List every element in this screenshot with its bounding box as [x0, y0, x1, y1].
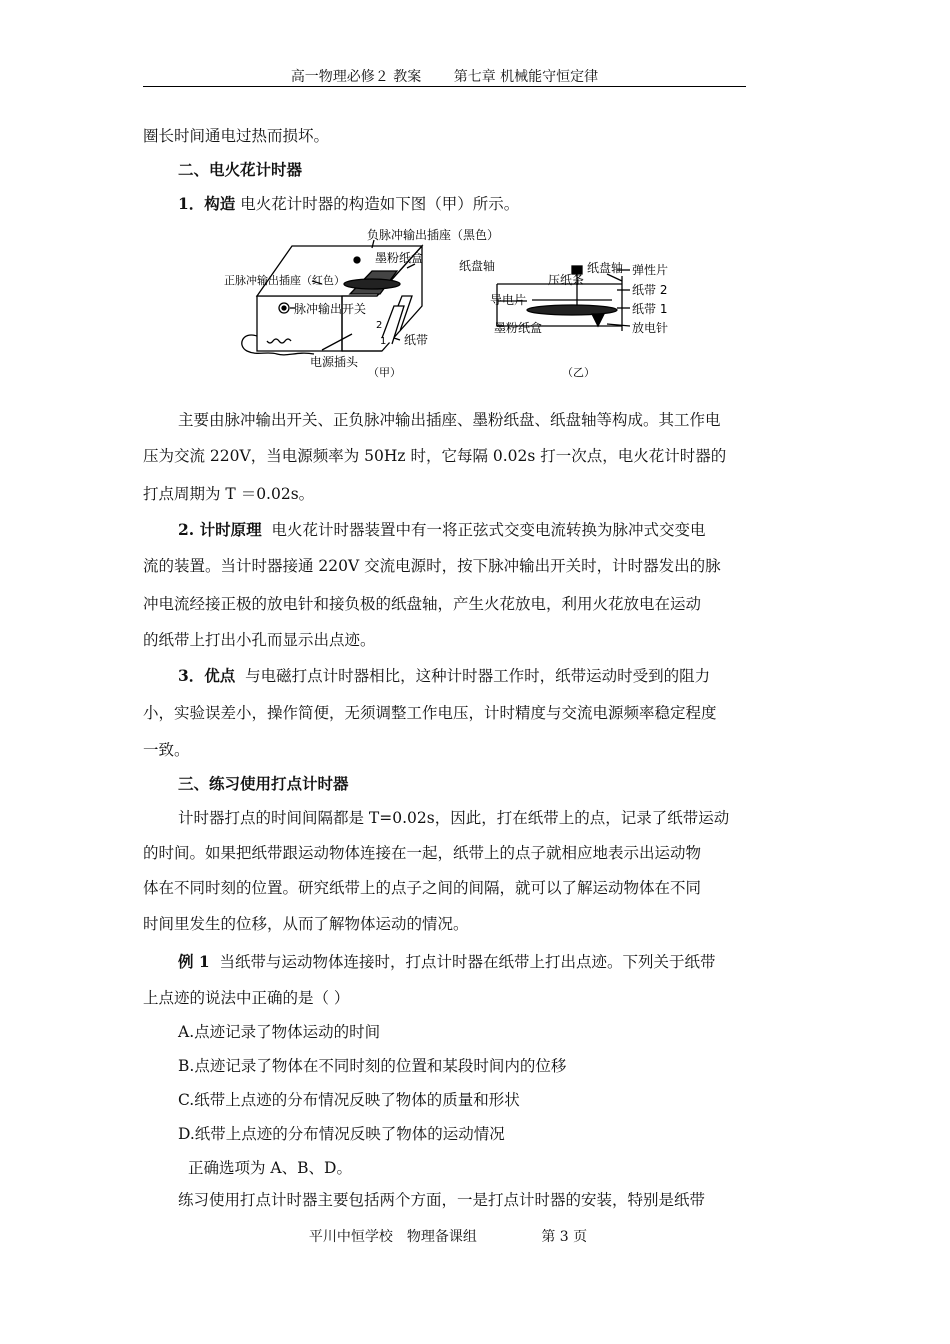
label-n2: 2 — [376, 320, 383, 331]
text-line: 计时器打点的时间间隔都是 T=0.02s，因此，打在纸带上的点，记录了纸带运动 — [178, 809, 730, 827]
text-line: 一致。 — [143, 741, 190, 759]
caption-yi: （乙） — [562, 366, 595, 379]
yi-label-needle: 放电针 — [632, 321, 669, 335]
page-header — [143, 66, 746, 87]
caption-jia: （甲） — [368, 366, 401, 379]
label-switch: 脉冲输出开关 — [294, 302, 367, 316]
footer-school: 平川中恒学校 物理备课组 — [308, 1229, 477, 1245]
footer-page: 第 3 页 — [541, 1229, 588, 1245]
text-line: 的时间。如果把纸带跟运动物体连接在一起，纸带上的点子就相应地表示出运动物 — [143, 844, 702, 862]
text-line: 的纸带上打出小孔而显示出点迹。 — [143, 631, 376, 649]
yi-label-press: 压纸条 — [548, 273, 585, 287]
yi-label-spring: 弹性片 — [632, 263, 669, 277]
section-title — [178, 160, 788, 180]
principle-text: 电火花计时器装置中有一将正弦式交变电流转换为脉冲式交变电 — [271, 521, 706, 539]
page-footer — [143, 1226, 753, 1246]
principle-label: 2. 计时原理 — [178, 520, 262, 539]
paragraph-structure — [178, 194, 788, 214]
text-line: 打点周期为 T ＝0.02s。 — [143, 485, 315, 503]
structure-label: 1．构造 — [178, 194, 236, 213]
text-line: 压为交流 220V，当电源频率为 50Hz 时，它每隔 0.02s 打一次点，电火花计时器的 — [143, 447, 727, 465]
answer: 正确选项为 A、B、D。 — [188, 1159, 352, 1177]
text-line: 圈长时间通电过热而损坏。 — [143, 127, 330, 145]
option-d: D.纸带上点迹的分布情况反映了物体的运动情况 — [178, 1125, 505, 1143]
section-title — [178, 774, 788, 794]
text-line: 主要由脉冲输出开关、正负脉冲输出插座、墨粉纸盘、纸盘轴等构成。其工作电 — [178, 411, 721, 429]
header-left: 高一物理必修２ 教案 — [290, 69, 422, 85]
option-a: A.点迹记录了物体运动的时间 — [178, 1023, 381, 1041]
label-plug: 电源插头 — [310, 355, 359, 369]
yi-label-conductor: 导电片 — [490, 293, 527, 307]
text-line: 练习使用打点计时器主要包括两个方面，一是打点计时器的安装，特别是纸带 — [178, 1191, 706, 1209]
paragraph-principle — [178, 520, 788, 540]
yi-label-tape1: 纸带 1 — [632, 302, 668, 316]
text-line: 小，实验误差小，操作简便，无须调整工作电压，计时精度与交流电源频率稳定程度 — [143, 704, 717, 722]
label-n1: 1 — [380, 336, 387, 347]
text-line: 上点迹的说法中正确的是（ ） — [143, 989, 350, 1007]
label-neg-socket: 负脉冲输出插座（黑色） — [367, 228, 500, 242]
option-b: B.点迹记录了物体在不同时刻的位置和某段时间内的位移 — [178, 1057, 567, 1075]
advantage-label: 3．优点 — [178, 666, 236, 685]
text-line: 时间里发生的位移，从而了解物体运动的情况。 — [143, 915, 469, 933]
label-ink-disc: 墨粉纸盒 — [375, 251, 424, 265]
spark-timer-figure — [222, 226, 692, 386]
label-tape: 纸带 — [404, 333, 429, 347]
header-right: 第七章 机械能守恒定律 — [453, 69, 599, 85]
example-label: 例 1 — [178, 952, 210, 971]
paragraph-advantage — [178, 666, 788, 686]
section-2-title: 二、电火花计时器 — [178, 160, 303, 179]
text-line: 冲电流经接正极的放电针和接负极的纸盘轴，产生火花放电，利用火花放电在运动 — [143, 595, 702, 613]
yi-label-tape2: 纸带 2 — [632, 283, 668, 297]
advantage-text: 与电磁打点计时器相比，这种计时器工作时，纸带运动时受到的阻力 — [245, 667, 711, 685]
example-text: 当纸带与运动物体连接时，打点计时器在纸带上打出点迹。下列关于纸带 — [219, 953, 716, 971]
label-pos-socket: 正脉冲输出插座（红色） — [224, 274, 345, 287]
yi-label-ink: 墨粉纸盒 — [494, 321, 543, 335]
structure-text: 电火花计时器的构造如下图（甲）所示。 — [240, 195, 520, 213]
option-c: C.纸带上点迹的分布情况反映了物体的质量和形状 — [178, 1091, 520, 1109]
example-1 — [178, 952, 788, 972]
yi-label-axis: 纸盘轴 — [587, 261, 624, 275]
text-line: 体在不同时刻的位置。研究纸带上的点子之间的间隔，就可以了解运动物体在不同 — [143, 879, 702, 897]
text-line: 流的装置。当计时器接通 220V 交流电源时，按下脉冲输出开关时，计时器发出的脉 — [143, 557, 721, 575]
label-axis: 纸盘轴 — [459, 259, 496, 273]
section-3-title: 三、练习使用打点计时器 — [178, 774, 349, 793]
